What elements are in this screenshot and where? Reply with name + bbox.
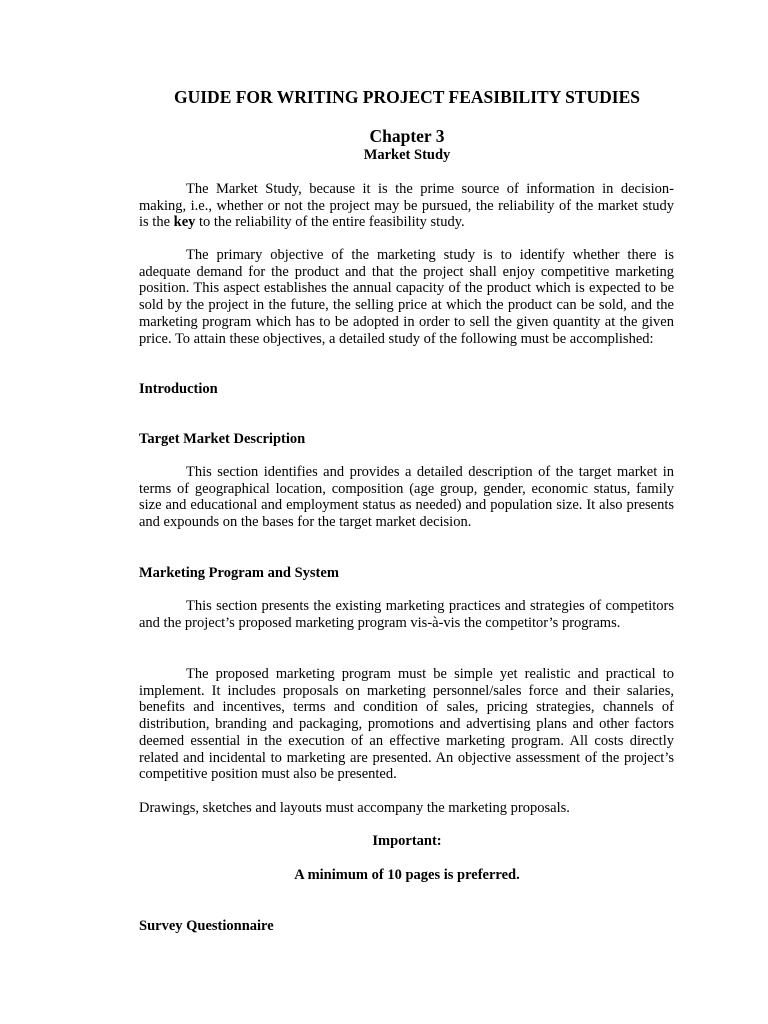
important-note: A minimum of 10 pages is preferred. (294, 867, 520, 883)
intro-text-before: The Market Study, because it is the prime source of information in decision-making, i.e., whether or not the project may be pursued, the reliability of the market study is the (139, 181, 674, 231)
marketing-program-paragraph-2: The proposed marketing program must be simple yet realistic and practical to implement. It includes proposals on marketing personnel/sales force and their salaries, benefits and incentives, terms and condition of sales, pricing strategies, channels of distribution, branding and packaging, promotions and advertising plans and other factors deemed essential in the execution of an effective marketing program. All costs directly related and incidental to marketing are presented. An objective assessment of the project’s competitive position must also be presented. (139, 666, 674, 783)
marketing-program-heading: Marketing Program and System (139, 565, 339, 581)
intro-paragraph (139, 181, 674, 231)
chapter-heading: Chapter 3 (369, 126, 445, 146)
chapter-subtitle: Market Study (363, 147, 451, 163)
intro-key-word: key (173, 214, 196, 231)
document-title: GUIDE FOR WRITING PROJECT FEASIBILITY STUDIES (174, 87, 640, 107)
intro-text-after: to the reliability of the entire feasibility study. (195, 214, 465, 231)
marketing-program-paragraph-1: This section presents the existing marketing practices and strategies of competitors and the project’s proposed marketing program vis-à-vis the competitor’s programs. (139, 598, 674, 631)
target-market-paragraph: This section identifies and provides a detailed description of the target market in terms of geographical location, composition (age group, gender, economic status, family size and educational and employment status as needed) and population size. It also presents and expounds on the bases for the target market decision. (139, 464, 674, 531)
important-label: Important: (372, 833, 442, 849)
drawings-note: Drawings, sketches and layouts must accompany the marketing proposals. (139, 800, 570, 816)
objective-paragraph: The primary objective of the marketing study is to identify whether there is adequate demand for the product and that the project shall enjoy competitive marketing position. This aspect establishes the annual capacity of the product which is expected to be sold by the project in the future, the selling price at which the product can be sold, and the marketing program which has to be adopted in order to sell the given quantity at the given price. To attain these objectives, a detailed study of the following must be accomplished: (139, 247, 674, 347)
introduction-heading: Introduction (139, 381, 218, 397)
target-market-heading: Target Market Description (139, 431, 306, 447)
survey-questionnaire-heading: Survey Questionnaire (139, 918, 274, 934)
